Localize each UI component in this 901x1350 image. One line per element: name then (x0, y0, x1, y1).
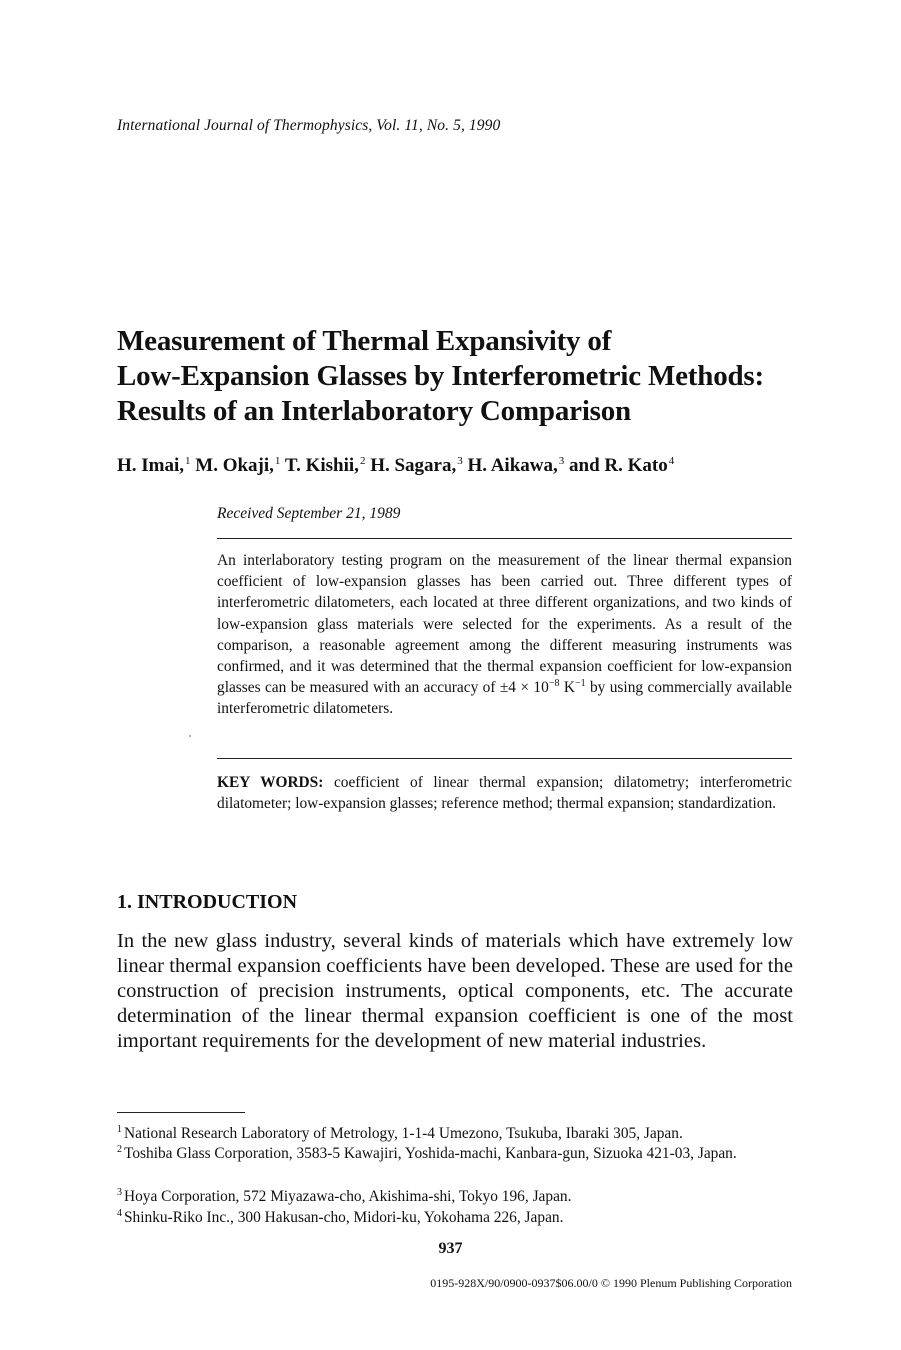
title-line-3: Results of an Interlaboratory Comparison (117, 395, 631, 427)
footnote-4 (117, 1208, 793, 1229)
abstract-text: An interlaboratory testing program on the measurement of the linear thermal expansion coefficient of low-expansion glasses has been carried out. Three different types of interferometric dilatometers, each located at three different organizations, and two kinds of low-expansion glass materials were selected for the experiments. As a result of the comparison, a reasonable agreement among the different measuring instruments was confirmed, and it was determined that the thermal expansion coefficient for low-expansion glasses can be measured with an accuracy of (217, 552, 792, 697)
section-heading: 1. INTRODUCTION (117, 891, 298, 913)
footnote-1 (117, 1124, 793, 1145)
author-name: H. Aikawa, (467, 455, 558, 476)
key-words-text: coefficient of linear thermal expansion; dilatometry; interferometric dilatometer; low-expansion glasses; reference method; thermal expansion; standardization. (217, 774, 792, 813)
author-list (117, 455, 674, 477)
author-affiliation-mark: 1 (185, 455, 191, 467)
journal-citation: International Journal of Thermophysics, Vol. 11, No. 5, 1990 (117, 117, 501, 134)
abstract-text-end: by using commercially available interferometric dilatometers. (217, 679, 792, 718)
author-name: and R. Kato (569, 455, 668, 476)
copyright-line: 0195-928X/90/0900-0937$06.00/0 © 1990 Plenum Publishing Corporation (430, 1276, 792, 1290)
author-affiliation-mark: 4 (668, 455, 675, 467)
author-affiliation-mark: 3 (558, 455, 565, 467)
abstract-bottom-rule (217, 758, 792, 759)
author-name: H. Sagara, (370, 455, 457, 476)
footnote-rule (117, 1112, 245, 1113)
author-affiliation-mark: 1 (274, 455, 281, 467)
author-affiliation-mark: 3 (457, 455, 463, 467)
author-name: T. Kishii, (284, 455, 359, 476)
paper-title (117, 324, 817, 429)
footnote-2 (117, 1144, 793, 1165)
abstract (217, 550, 792, 720)
unit-value: K (559, 679, 575, 697)
received-date: Received September 21, 1989 (217, 505, 401, 522)
page-number: 937 (438, 1240, 463, 1257)
footnote-3 (117, 1187, 793, 1208)
footnote-mark: 4 (117, 1208, 122, 1219)
footnote-mark: 3 (117, 1187, 122, 1198)
accuracy-exponent: −8 (548, 678, 560, 690)
footnote-text: Hoya Corporation, 572 Miyazawa-cho, Akishima-shi, Tokyo 196, Japan. (124, 1188, 572, 1205)
footnote-mark: 1 (117, 1124, 122, 1135)
accuracy-value: ±4 × 10 (499, 679, 549, 697)
author-affiliation-mark: 2 (359, 455, 366, 467)
scan-speck (189, 735, 191, 737)
author-name: M. Okaji, (195, 455, 274, 476)
footnote-text: Toshiba Glass Corporation, 3583-5 Kawajiri, Yoshida-machi, Kanbara-gun, Sizuoka 421-03, Japan. (124, 1145, 737, 1162)
footnote-mark: 2 (117, 1144, 122, 1155)
title-line-2: Low-Expansion Glasses by Interferometric Methods: (117, 360, 764, 392)
author-name: H. Imai, (117, 455, 185, 476)
unit-exponent: −1 (574, 678, 586, 690)
title-line-1: Measurement of Thermal Expansivity of (117, 325, 612, 357)
introduction-paragraph: In the new glass industry, several kinds of materials which have extremely low linear thermal expansion coefficients have been developed. These are used for the construction of precision instruments, optical components, etc. The accurate determination of the linear thermal expansion coefficient is one of the most important requirements for the development of new material industries. (117, 930, 793, 1052)
key-words-label: KEY WORDS: (217, 774, 324, 791)
footnote-text: National Research Laboratory of Metrology, 1-1-4 Umezono, Tsukuba, Ibaraki 305, Japan. (124, 1125, 683, 1142)
footnote-text: Shinku-Riko Inc., 300 Hakusan-cho, Midori-ku, Yokohama 226, Japan. (124, 1209, 564, 1226)
key-words (217, 772, 792, 814)
abstract-top-rule (217, 538, 792, 539)
